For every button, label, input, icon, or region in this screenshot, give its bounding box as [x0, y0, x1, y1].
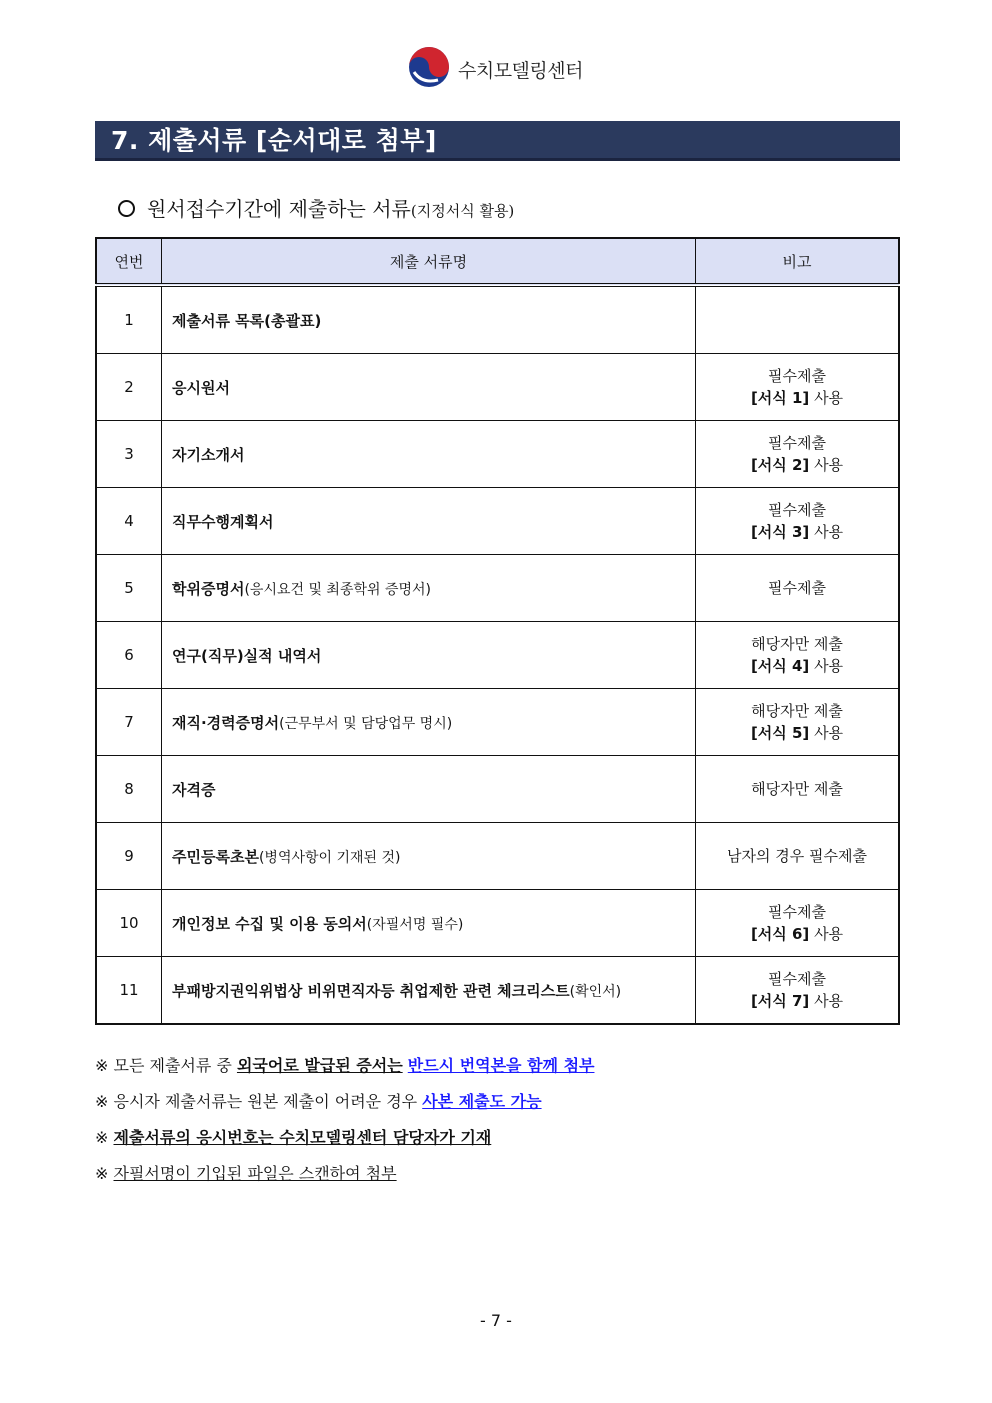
subtitle-note: (지정서식 활용)	[410, 202, 515, 220]
row-detail: (병역사항이 기재된 것)	[258, 849, 401, 866]
row-name: 직무수행계획서	[172, 512, 274, 531]
table-row	[96, 354, 899, 421]
row-note-cell	[696, 488, 900, 555]
form-ref: [서식 5]	[750, 724, 810, 742]
form-usage: 사용	[809, 992, 844, 1010]
row-note-cell	[696, 890, 900, 957]
table-header-row	[96, 238, 899, 285]
row-no: 2	[96, 354, 162, 421]
note-text: ※ 모든 제출서류 중	[95, 1056, 237, 1075]
row-no: 10	[96, 890, 162, 957]
row-note-1: 필수제출	[768, 579, 826, 597]
form-usage: 사용	[809, 724, 844, 742]
row-detail: (확인서)	[569, 983, 622, 1000]
table-row	[96, 285, 899, 354]
circle-bullet-icon	[118, 200, 135, 217]
page-number: - 7 -	[480, 1311, 512, 1330]
row-name-cell	[162, 689, 696, 756]
row-note-1: 필수제출	[768, 903, 826, 921]
row-name-cell	[162, 890, 696, 957]
table-row	[96, 823, 899, 890]
row-no: 11	[96, 957, 162, 1025]
row-name: 자격증	[172, 780, 216, 799]
row-note-2	[696, 655, 898, 677]
row-note-cell	[696, 689, 900, 756]
row-note-cell	[696, 622, 900, 689]
taegeuk-logo-icon	[408, 46, 450, 88]
row-note-2	[696, 454, 898, 476]
note-underlined: 자필서명이 기입된 파일은 스캔하여 첨부	[113, 1164, 397, 1183]
row-detail: (자필서명 필수)	[366, 916, 464, 933]
table-row	[96, 890, 899, 957]
table-row	[96, 421, 899, 488]
notes-list	[95, 1052, 900, 1196]
row-name: 연구(직무)실적 내역서	[172, 646, 322, 665]
table-row	[96, 622, 899, 689]
row-note-cell	[696, 421, 900, 488]
table-row	[96, 756, 899, 823]
row-no: 6	[96, 622, 162, 689]
row-note-1: 필수제출	[768, 970, 826, 988]
note-item	[95, 1052, 900, 1088]
form-ref: [서식 7]	[750, 992, 810, 1010]
row-name-cell	[162, 285, 696, 354]
note-text: ※ 응시자 제출서류는 원본 제출이 어려운 경우	[95, 1092, 423, 1111]
form-ref: [서식 6]	[750, 925, 810, 943]
row-name-cell	[162, 421, 696, 488]
row-name: 학위증명서	[172, 579, 245, 598]
form-ref: [서식 2]	[750, 456, 810, 474]
row-note-1: 남자의 경우 필수제출	[727, 847, 867, 865]
org-name: 수치모델링센터	[458, 60, 583, 82]
form-usage: 사용	[809, 389, 844, 407]
row-note-1: 필수제출	[768, 501, 826, 519]
row-name: 제출서류 목록(총괄표)	[172, 311, 322, 330]
row-note-1: 해당자만 제출	[751, 702, 843, 720]
row-note-2	[696, 387, 898, 409]
row-name-cell	[162, 488, 696, 555]
row-note-2	[696, 521, 898, 543]
note-item	[95, 1124, 900, 1160]
row-note-2	[696, 923, 898, 945]
form-usage: 사용	[809, 657, 844, 675]
row-note-cell	[696, 756, 900, 823]
note-item	[95, 1088, 900, 1124]
row-note-1: 필수제출	[768, 367, 826, 385]
row-name: 자기소개서	[172, 445, 245, 464]
row-note-1: 해당자만 제출	[751, 780, 843, 798]
row-name-cell	[162, 957, 696, 1025]
row-name: 주민등록초본	[172, 847, 259, 866]
form-ref: [서식 1]	[750, 389, 810, 407]
row-name: 부패방지권익위법상 비위면직자등 취업제한 관련 체크리스트	[172, 981, 570, 1000]
page-header	[0, 44, 992, 92]
row-name-cell	[162, 622, 696, 689]
row-no: 8	[96, 756, 162, 823]
note-text: ※	[95, 1128, 114, 1147]
row-note-cell	[696, 555, 900, 622]
row-name-cell	[162, 354, 696, 421]
row-note-1: 필수제출	[768, 434, 826, 452]
row-note-cell	[696, 285, 900, 354]
row-note-1: 해당자만 제출	[751, 635, 843, 653]
note-item	[95, 1160, 900, 1196]
row-note-2	[696, 722, 898, 744]
form-ref: [서식 3]	[750, 523, 810, 541]
form-usage: 사용	[809, 456, 844, 474]
row-no: 9	[96, 823, 162, 890]
row-no: 1	[96, 285, 162, 354]
subtitle-main: 원서접수기간에 제출하는 서류	[147, 197, 411, 221]
documents-table	[95, 237, 900, 1025]
row-no: 7	[96, 689, 162, 756]
row-name-cell	[162, 823, 696, 890]
note-emphasis: 외국어로 발급된 증서는	[236, 1056, 403, 1075]
row-name: 개인정보 수집 및 이용 동의서	[172, 914, 367, 933]
header-no: 연번	[96, 238, 162, 285]
row-name: 재직·경력증명서	[172, 713, 280, 732]
form-usage: 사용	[809, 925, 844, 943]
form-usage: 사용	[809, 523, 844, 541]
table-row	[96, 957, 899, 1025]
table-row	[96, 689, 899, 756]
note-emphasis: 제출서류의 응시번호는 수치모델링센터 담당자가 기재	[113, 1128, 492, 1147]
note-text: ※	[95, 1164, 114, 1183]
header-note: 비고	[696, 238, 900, 285]
section-title: 7. 제출서류 [순서대로 첨부]	[95, 121, 900, 161]
row-note-cell	[696, 354, 900, 421]
form-ref: [서식 4]	[750, 657, 810, 675]
row-no: 4	[96, 488, 162, 555]
row-note-cell	[696, 823, 900, 890]
note-highlight: 반드시 번역본을 함께 첨부	[407, 1056, 595, 1075]
row-no: 3	[96, 421, 162, 488]
row-no: 5	[96, 555, 162, 622]
row-name-cell	[162, 756, 696, 823]
table-row	[96, 488, 899, 555]
row-note-2	[696, 990, 898, 1012]
row-name: 응시원서	[172, 378, 230, 397]
header-name: 제출 서류명	[162, 238, 696, 285]
note-highlight: 사본 제출도 가능	[422, 1092, 542, 1111]
subtitle	[118, 193, 514, 222]
table-row	[96, 555, 899, 622]
row-detail: (응시요건 및 최종학위 증명서)	[244, 581, 432, 598]
row-detail: (근무부서 및 담당업무 명시)	[279, 715, 453, 732]
row-note-cell	[696, 957, 900, 1025]
row-name-cell	[162, 555, 696, 622]
